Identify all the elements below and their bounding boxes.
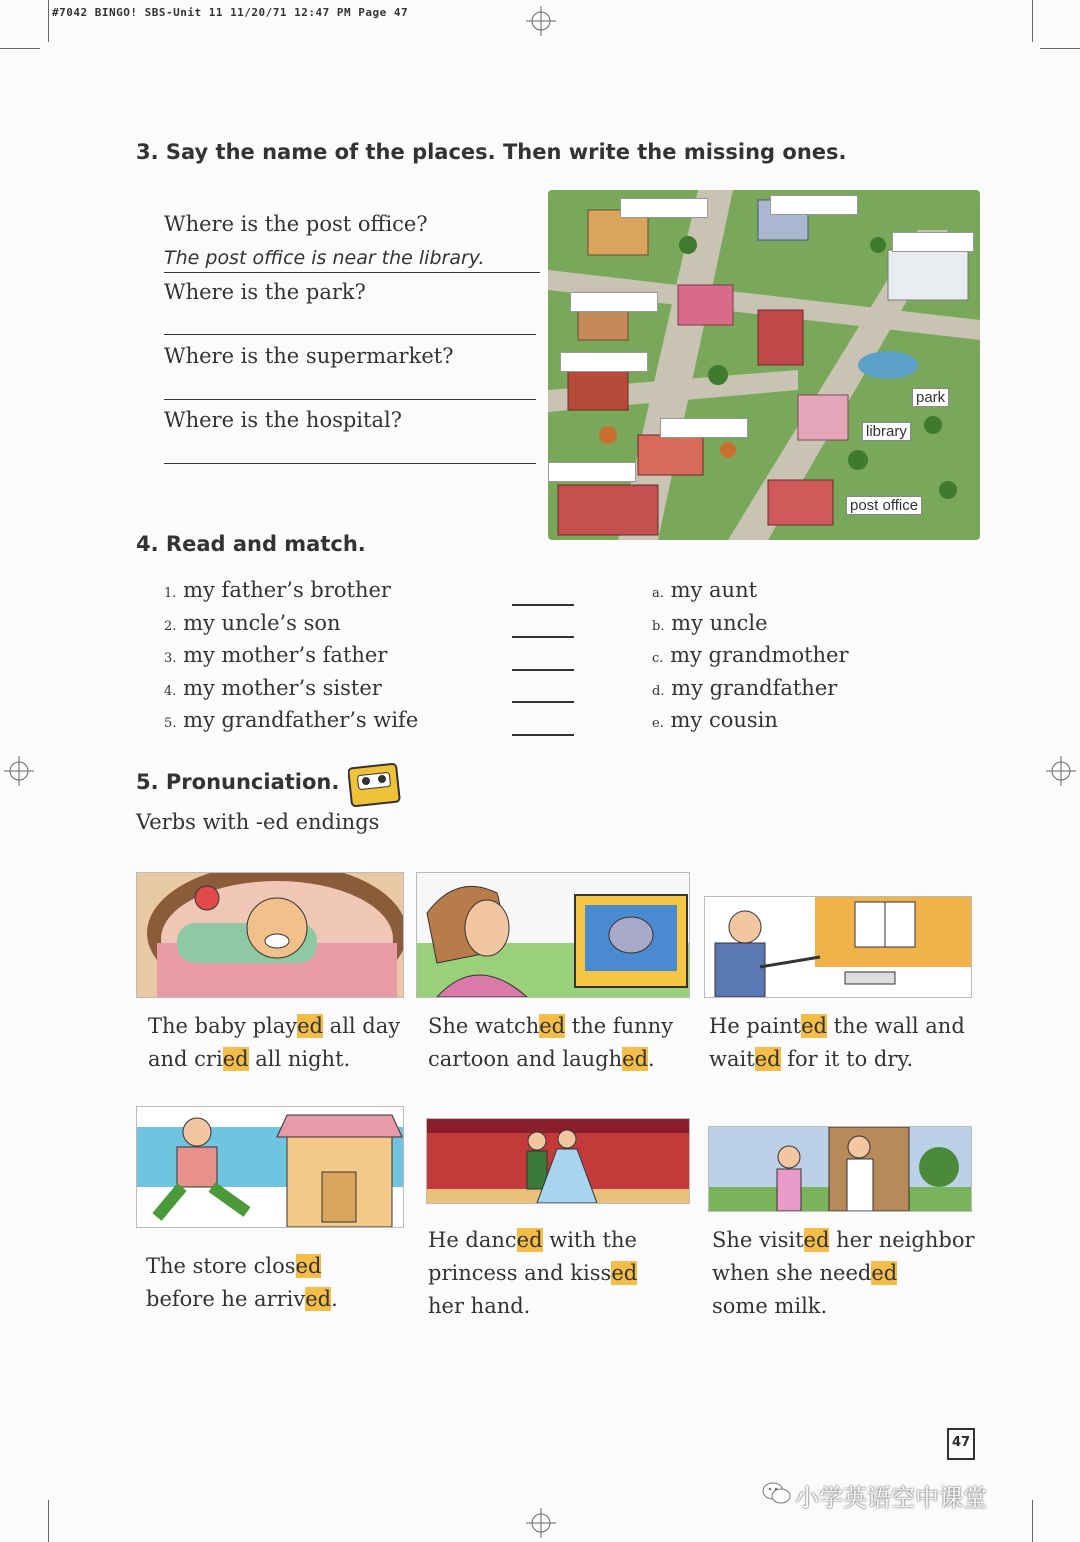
exercise-4-heading: 4. Read and match. xyxy=(136,532,366,556)
question-hospital: Where is the hospital? xyxy=(164,408,402,432)
man-running-to-store-illustration xyxy=(136,1106,404,1228)
crop-mark xyxy=(48,1500,49,1542)
answer-blank-supermarket[interactable] xyxy=(164,399,536,400)
registration-mark-icon xyxy=(1046,756,1076,786)
map-label-library: library xyxy=(862,422,911,441)
match-left-item: 1. my father’s brother xyxy=(164,578,391,602)
map-blank-label[interactable] xyxy=(892,232,974,252)
caption-visited: She visited her neighbor when she needed some milk. xyxy=(712,1228,975,1318)
map-blank-label[interactable] xyxy=(770,195,858,215)
print-slug: #7042 BINGO! SBS-Unit 11 11/20/71 12:47 PM Page 47 xyxy=(52,6,409,19)
map-blank-label[interactable] xyxy=(660,418,748,438)
map-label-park: park xyxy=(912,388,949,407)
caption-painted: He painted the wall and waited for it to dry. xyxy=(709,1014,965,1071)
map-blank-label[interactable] xyxy=(560,352,648,372)
registration-mark-icon xyxy=(4,756,34,786)
match-left-list xyxy=(164,578,418,741)
exercise-3-heading: 3. Say the name of the places. Then write the missing ones. xyxy=(136,140,847,164)
match-right-item: b. my uncle xyxy=(652,610,768,635)
crop-mark xyxy=(1040,48,1080,49)
match-answer-blank[interactable] xyxy=(512,669,574,671)
caption-watched: She watched the funny cartoon and laughed. xyxy=(428,1014,674,1071)
match-right-item: c. my grandmother xyxy=(652,643,849,667)
man-painting-wall-illustration xyxy=(704,896,972,998)
map-blank-label[interactable] xyxy=(570,292,658,312)
girl-visiting-neighbor-illustration xyxy=(708,1126,972,1212)
match-left-item: 3. my mother’s father xyxy=(164,643,388,667)
map-blank-label[interactable] xyxy=(620,198,708,218)
match-answer-blank[interactable] xyxy=(512,636,574,638)
wechat-logo-icon xyxy=(762,1480,792,1506)
match-left-item: 2. my uncle’s son xyxy=(164,610,341,635)
match-answer-blank[interactable] xyxy=(512,604,574,606)
match-right-item: d. my grandfather xyxy=(652,675,838,700)
baby-crying-illustration xyxy=(136,872,404,998)
map-label-post-office: post office xyxy=(846,496,922,515)
answer-blank-park[interactable] xyxy=(164,334,536,335)
question-supermarket: Where is the supermarket? xyxy=(164,344,454,368)
page-number: 47 xyxy=(947,1428,975,1460)
prince-and-princess-dancing-illustration xyxy=(426,1118,690,1204)
match-right-item: e. my cousin xyxy=(652,708,778,732)
girl-watching-tv-illustration xyxy=(416,872,690,998)
match-left-item: 4. my mother’s sister xyxy=(164,675,382,700)
map-blank-label[interactable] xyxy=(548,462,636,482)
match-right-item: a. my aunt xyxy=(652,578,758,602)
registration-mark-icon xyxy=(526,6,556,36)
exercise-5-heading: 5. Pronunciation. xyxy=(136,770,340,794)
question-park: Where is the park? xyxy=(164,280,366,304)
caption-danced: He danced with the princess and kissed her hand. xyxy=(428,1228,638,1318)
match-left-item: 5. my grandfather’s wife xyxy=(164,708,419,732)
question-post-office: Where is the post office? xyxy=(164,212,428,236)
answer-line xyxy=(164,272,540,273)
audio-cassette-icon[interactable] xyxy=(348,762,402,810)
exercise-5-subheading: Verbs with -ed endings xyxy=(136,810,380,834)
answer-blank-hospital[interactable] xyxy=(164,463,536,464)
match-answer-blank[interactable] xyxy=(512,701,574,703)
caption-baby: The baby played all day and cried all night. xyxy=(148,1014,401,1071)
registration-mark-icon xyxy=(526,1508,556,1538)
example-answer: The post office is near the library. xyxy=(164,247,485,269)
match-right-list xyxy=(652,578,849,741)
crop-mark xyxy=(48,0,49,42)
watermark-text: 小学英语空中课堂 xyxy=(795,1484,987,1512)
caption-closed: The store closed before he arrived. xyxy=(146,1254,338,1311)
match-answer-blank[interactable] xyxy=(512,734,574,736)
crop-mark xyxy=(1032,0,1033,42)
crop-mark xyxy=(1032,1500,1033,1542)
crop-mark xyxy=(0,48,40,49)
